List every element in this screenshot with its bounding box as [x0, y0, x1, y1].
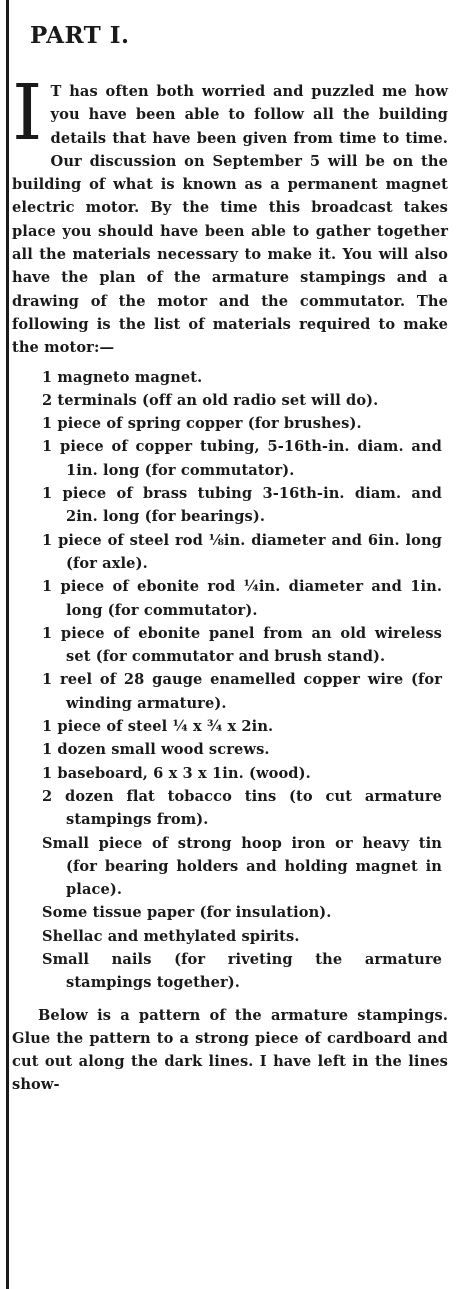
list-item: 1 piece of brass tubing 3-16th-in. diam. and 2in. long (for bearings). [42, 485, 442, 526]
list-item: 1 reel of 28 gauge enamelled copper wire (for winding armature). [42, 671, 442, 712]
list-item: 1 piece of spring copper (for brushes). [42, 415, 362, 433]
article-body [12, 69, 448, 1097]
intro-text: T has often both worried and puzzled me how you have been able to follow all the building details that have been given from time to time. Our discussion on September 5 will be on the building of what is known as a permanent magnet electric motor. By the time this broadcast takes place you should have been able to gather together all the materials necessary to make it. You will also have the plan of the armature stampings and a drawing of the motor and the commutator. The following is the list of materials required to make the motor:— [12, 83, 448, 357]
list-item: 1 piece of copper tubing, 5-16th-in. diam. and 1in. long (for commutator). [42, 438, 442, 479]
list-item: 1 baseboard, 6 x 3 x 1in. (wood). [42, 764, 311, 782]
left-column-rule [6, 0, 9, 1289]
list-item: 1 piece of ebonite panel from an old wireless set (for commutator and brush stand). [42, 624, 442, 666]
materials-list [12, 366, 448, 995]
list-item: 1 piece of ebonite rod ¼in. diameter and 1in. long (for commutator). [42, 578, 442, 619]
list-item: 1 piece of steel ¼ x ¾ x 2in. [42, 718, 274, 736]
list-item: 1 magneto magnet. [42, 368, 203, 386]
list-item: Some tissue paper (for insulation). [42, 904, 332, 922]
intro-paragraph [12, 69, 448, 360]
list-item: Shellac and methylated spirits. [42, 927, 300, 945]
list-item: 1 dozen small wood screws. [42, 741, 270, 759]
list-item: 2 dozen flat tobacco tins (to cut armature stampings from). [42, 787, 442, 829]
list-item: Small nails (for riveting the armature stampings together). [42, 950, 442, 992]
list-item: 2 terminals (off an old radio set will do). [42, 391, 379, 409]
list-item: Small piece of strong hoop iron or heavy tin (for bearing holders and holding magnet in place). [42, 834, 442, 899]
drop-cap: I [12, 69, 43, 158]
part-heading: PART I. [30, 22, 130, 49]
list-item: 1 piece of steel rod ⅛in. diameter and 6in. long (for axle). [42, 531, 442, 572]
closing-paragraph: Below is a pattern of the armature stampings. Glue the pattern to a strong piece of cardboard and cut out along the dark lines. I have left in the lines show- [12, 1006, 448, 1094]
